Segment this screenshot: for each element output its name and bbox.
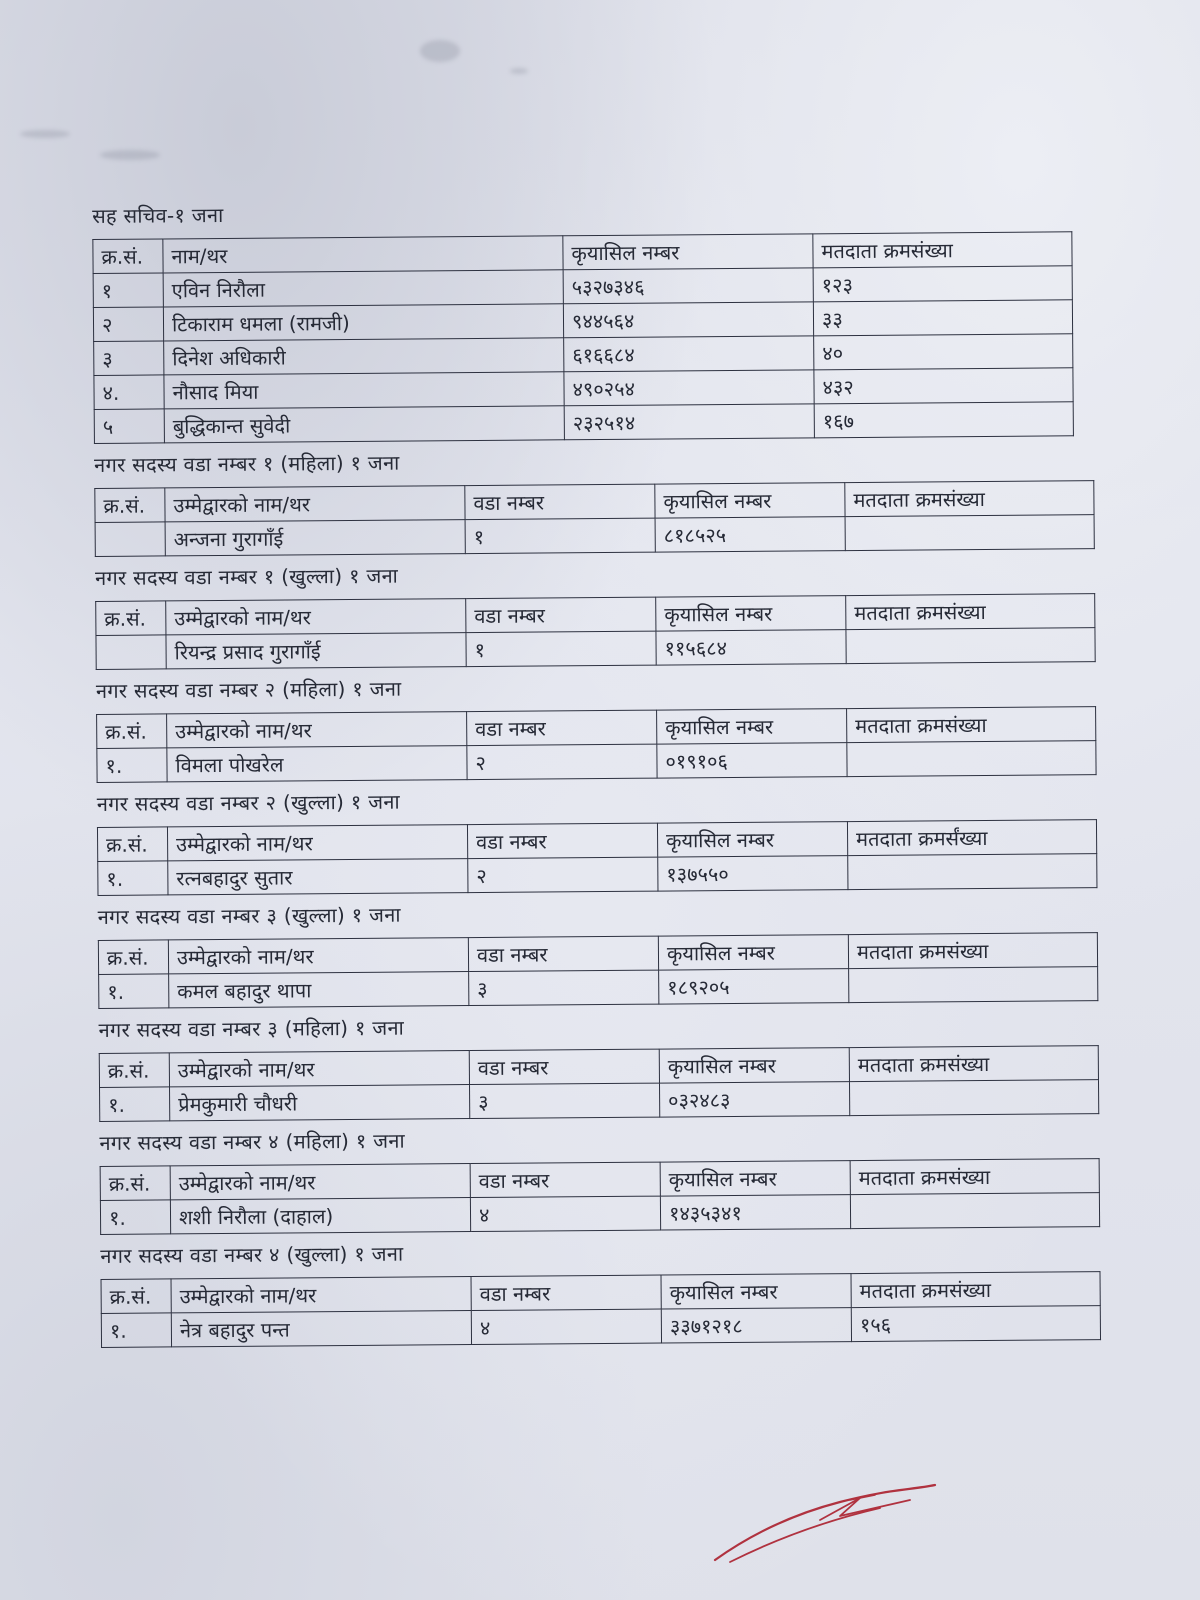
kyc-number-cell: १३७५५० bbox=[658, 856, 848, 891]
name-cell: प्रेमकुमारी चौधरी bbox=[170, 1085, 470, 1121]
header-cell: उम्मेद्वारको नाम/थर bbox=[170, 1164, 470, 1200]
header-cell: क्र.सं. bbox=[99, 1053, 169, 1088]
table-row bbox=[99, 967, 1098, 1009]
header-cell: मतदाता क्रमसंख्या bbox=[846, 594, 1095, 630]
header-cell: कृयासिल नम्बर bbox=[655, 483, 845, 518]
candidate-table bbox=[95, 593, 1096, 670]
header-cell: वडा नम्बर bbox=[471, 1275, 661, 1310]
candidate-table bbox=[98, 932, 1099, 1009]
document-body bbox=[92, 187, 1131, 1348]
ward-section bbox=[95, 555, 1126, 670]
candidate-table bbox=[97, 819, 1098, 896]
header-cell: कृयासिल नम्बर bbox=[658, 935, 848, 970]
serial-cell: ४. bbox=[94, 375, 164, 410]
voter-number-cell: १५६ bbox=[851, 1306, 1100, 1342]
header-cell: नाम/थर bbox=[163, 236, 563, 273]
header-cell: कृयासिल नम्बर bbox=[657, 822, 847, 857]
header-cell: मतदाता क्रमसंख्या bbox=[850, 1159, 1099, 1195]
name-cell: नौसाद मिया bbox=[164, 372, 564, 409]
serial-cell: १. bbox=[101, 1313, 171, 1348]
kyc-number-cell: १८९२०५ bbox=[659, 969, 849, 1004]
header-cell: क्र.सं. bbox=[98, 940, 168, 975]
header-cell: मतदाता क्रमसंख्या bbox=[848, 933, 1097, 969]
header-cell: वडा नम्बर bbox=[466, 597, 656, 632]
header-cell: वडा नम्बर bbox=[465, 484, 655, 519]
voter-number-cell: १६७ bbox=[814, 402, 1073, 438]
name-cell: कमल बहादुर थापा bbox=[169, 972, 469, 1008]
name-cell: टिकाराम धमला (रामजी) bbox=[163, 304, 563, 341]
joint-secretary-table bbox=[92, 231, 1074, 444]
section-heading: नगर सदस्य वडा नम्बर ४ (खुल्ला) १ जना bbox=[100, 1241, 404, 1268]
ink-smudge bbox=[420, 40, 460, 62]
ink-smudge bbox=[20, 130, 70, 138]
kyc-number-cell: १४३५३४१ bbox=[660, 1195, 850, 1230]
kyc-number-cell: ८१८५२५ bbox=[655, 517, 845, 552]
ward-section bbox=[98, 894, 1129, 1009]
joint-secretary-section bbox=[92, 193, 1124, 444]
serial-cell: १. bbox=[97, 748, 167, 783]
ward-section bbox=[98, 1007, 1129, 1122]
table-row bbox=[100, 1193, 1099, 1235]
candidate-table bbox=[96, 706, 1097, 783]
ward-number-cell: २ bbox=[468, 857, 658, 892]
header-cell: मतदाता क्रमसंख्या bbox=[851, 1272, 1100, 1308]
table-row bbox=[98, 854, 1097, 896]
table-row bbox=[101, 1306, 1100, 1348]
header-cell: क्र.सं. bbox=[97, 827, 167, 862]
header-cell: वडा नम्बर bbox=[470, 1162, 660, 1197]
candidate-table bbox=[99, 1045, 1100, 1122]
ward-section bbox=[97, 781, 1128, 896]
header-cell: वडा नम्बर bbox=[468, 936, 658, 971]
voter-number-cell: १२३ bbox=[813, 266, 1072, 302]
kyc-number-cell: ६१६६८४ bbox=[564, 336, 814, 372]
header-cell: उम्मेद्वारको नाम/थर bbox=[171, 1277, 471, 1313]
header-cell: वडा नम्बर bbox=[467, 710, 657, 745]
header-cell: कृयासिल नम्बर bbox=[563, 234, 813, 270]
ink-smudge bbox=[100, 150, 160, 160]
serial-cell: ३ bbox=[94, 341, 164, 376]
table-row bbox=[97, 741, 1096, 783]
ward-number-cell: १ bbox=[465, 518, 655, 553]
header-cell: उम्मेद्वारको नाम/थर bbox=[166, 599, 466, 635]
header-cell: मतदाता क्रमसंख्या bbox=[849, 1046, 1098, 1082]
name-cell: शशी निरौला (दाहाल) bbox=[170, 1198, 470, 1234]
header-cell: मतदाता क्रमसंख्या bbox=[845, 481, 1094, 517]
serial-cell: १. bbox=[99, 974, 169, 1009]
ward-section bbox=[100, 1233, 1131, 1348]
section-heading: नगर सदस्य वडा नम्बर ४ (महिला) १ जना bbox=[99, 1128, 406, 1155]
kyc-number-cell: ०१९१०६ bbox=[657, 743, 847, 778]
name-cell: बुद्धिकान्त सुवेदी bbox=[164, 406, 564, 443]
voter-number-cell bbox=[845, 515, 1094, 551]
kyc-number-cell: ०३२४८३ bbox=[659, 1082, 849, 1117]
header-cell: मतदाता क्रमसंख्या bbox=[847, 707, 1096, 743]
header-cell: मतदाता क्रमर्संख्या bbox=[847, 820, 1096, 856]
ward-section bbox=[96, 668, 1127, 783]
name-cell: दिनेश अधिकारी bbox=[164, 338, 564, 375]
kyc-number-cell: २३२५१४ bbox=[564, 404, 814, 440]
table-row bbox=[96, 628, 1095, 670]
header-cell: क्र.सं. bbox=[100, 1166, 170, 1201]
table-row bbox=[95, 515, 1094, 557]
ward-section bbox=[99, 1120, 1130, 1235]
name-cell: नेत्र बहादुर पन्त bbox=[171, 1311, 471, 1347]
header-cell: क्र.सं. bbox=[96, 601, 166, 636]
header-cell: उम्मेद्वारको नाम/थर bbox=[167, 712, 467, 748]
section-heading: नगर सदस्य वडा नम्बर १ (खुल्ला) १ जना bbox=[94, 563, 399, 590]
candidate-table bbox=[100, 1158, 1101, 1235]
candidate-table bbox=[101, 1271, 1102, 1348]
section-heading: नगर सदस्य वडा नम्बर ३ (महिला) १ जना bbox=[98, 1015, 405, 1042]
header-cell: मतदाता क्रमसंख्या bbox=[813, 232, 1072, 268]
candidate-table bbox=[94, 480, 1095, 557]
handwritten-signature bbox=[710, 1480, 940, 1570]
section-heading: सह सचिव-१ जना bbox=[92, 202, 224, 228]
ink-smudge bbox=[510, 68, 528, 74]
section-heading: नगर सदस्य वडा नम्बर २ (महिला) १ जना bbox=[95, 676, 402, 703]
name-cell: रियन्द्र प्रसाद गुरागाँई bbox=[166, 633, 466, 669]
serial-cell: १. bbox=[98, 861, 168, 896]
ward-number-cell: ३ bbox=[469, 970, 659, 1005]
table-row bbox=[94, 402, 1073, 444]
ward-section bbox=[94, 442, 1125, 557]
header-cell: उम्मेद्वारको नाम/थर bbox=[167, 825, 467, 861]
kyc-number-cell: ४९०२५४ bbox=[564, 370, 814, 406]
voter-number-cell bbox=[849, 1080, 1098, 1116]
kyc-number-cell: ९४४५६४ bbox=[563, 302, 813, 338]
serial-cell bbox=[95, 522, 165, 557]
header-cell: कृयासिल नम्बर bbox=[659, 1048, 849, 1083]
serial-cell: २ bbox=[93, 307, 163, 342]
header-cell: वडा नम्बर bbox=[469, 1049, 659, 1084]
header-cell: क्र.सं. bbox=[93, 239, 163, 274]
section-heading: नगर सदस्य वडा नम्बर २ (खुल्ला) १ जना bbox=[96, 789, 400, 816]
serial-cell: ५ bbox=[94, 409, 164, 444]
serial-cell: १ bbox=[93, 273, 163, 308]
section-heading: नगर सदस्य वडा नम्बर ३ (खुल्ला) १ जना bbox=[97, 902, 401, 929]
header-cell: कृयासिल नम्बर bbox=[661, 1274, 851, 1309]
table-row bbox=[100, 1080, 1099, 1122]
voter-number-cell bbox=[850, 1193, 1099, 1229]
kyc-number-cell: ५३२७३४६ bbox=[563, 268, 813, 304]
voter-number-cell bbox=[847, 741, 1096, 777]
voter-number-cell bbox=[848, 854, 1097, 890]
header-cell: क्र.सं. bbox=[97, 714, 167, 749]
name-cell: विमला पोखरेल bbox=[167, 746, 467, 782]
ward-number-cell: ३ bbox=[469, 1083, 659, 1118]
name-cell: अन्जना गुरागाँई bbox=[165, 520, 465, 556]
voter-number-cell bbox=[846, 628, 1095, 664]
voter-number-cell bbox=[849, 967, 1098, 1003]
section-heading: नगर सदस्य वडा नम्बर १ (महिला) १ जना bbox=[94, 450, 400, 477]
header-cell: क्र.सं. bbox=[95, 488, 165, 523]
header-cell: कृयासिल नम्बर bbox=[656, 596, 846, 631]
header-cell: कृयासिल नम्बर bbox=[660, 1161, 850, 1196]
serial-cell: १. bbox=[100, 1200, 170, 1235]
name-cell: एविन निरौला bbox=[163, 270, 563, 307]
ward-number-cell: ४ bbox=[471, 1309, 661, 1344]
ward-number-cell: २ bbox=[467, 744, 657, 779]
header-cell: उम्मेद्वारको नाम/थर bbox=[168, 938, 468, 974]
header-cell: कृयासिल नम्बर bbox=[657, 709, 847, 744]
ward-number-cell: १ bbox=[466, 631, 656, 666]
header-cell: उम्मेद्वारको नाम/थर bbox=[169, 1051, 469, 1087]
name-cell: रत्नबहादुर सुतार bbox=[168, 859, 468, 895]
header-cell: क्र.सं. bbox=[101, 1279, 171, 1314]
kyc-number-cell: ३३७१२१८ bbox=[661, 1308, 851, 1343]
voter-number-cell: ४० bbox=[814, 334, 1073, 370]
serial-cell bbox=[96, 635, 166, 670]
header-cell: उम्मेद्वारको नाम/थर bbox=[165, 486, 465, 522]
ward-number-cell: ४ bbox=[470, 1196, 660, 1231]
voter-number-cell: ४३२ bbox=[814, 368, 1073, 404]
header-cell: वडा नम्बर bbox=[467, 823, 657, 858]
kyc-number-cell: ११५६८४ bbox=[656, 630, 846, 665]
serial-cell: १. bbox=[100, 1087, 170, 1122]
voter-number-cell: ३३ bbox=[813, 300, 1072, 336]
